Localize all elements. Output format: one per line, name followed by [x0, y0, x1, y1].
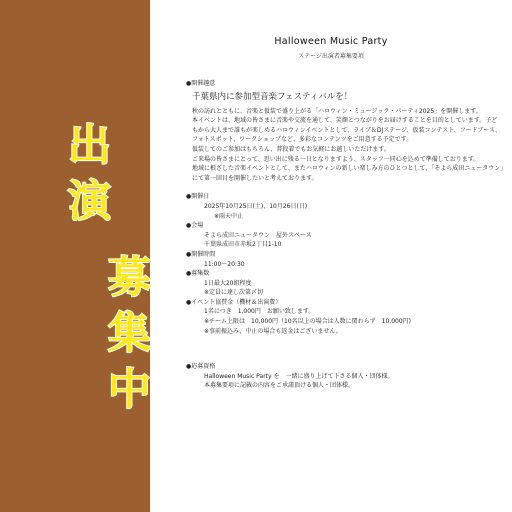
section-heading-recruit: ●募集数 [186, 270, 210, 278]
paragraph-line: 本イベントは、地域の皆さまに音楽や交流を通して、笑顔とつながりをお届けすることを目的としています。子ど [192, 117, 498, 125]
section-heading-date: ●開催日 [186, 193, 210, 201]
page-subtitle: ステージ出演者募集要項 [298, 53, 364, 60]
paragraph-line: もから大人まで誰もが楽しめるハロウィンイベントとして、ライブ＆DJステージ、仮装コンテスト、フードブース、 [192, 126, 502, 134]
paragraph-line: ご来場の皆さまにとって、思い出に残る一日となりますよう、スタッフ一同心を込めて準備しております。 [192, 155, 480, 163]
fee-amount: 1名につき 1,000円 お願い致します。 [204, 308, 315, 316]
banner-char: 集 [108, 309, 151, 359]
banner-column-2 [108, 250, 151, 418]
recruit-note: ※定員に達し次第〆切 [204, 289, 264, 297]
fee-note-refund: ※事前振込み、中止の場合も返金はございません。 [204, 327, 342, 335]
section-heading-purpose: ●開催趣意 [186, 80, 216, 87]
section-heading-time: ●開催時間 [186, 250, 216, 258]
event-time: 11:00～20:30 [204, 260, 245, 268]
venue-address: 千葉県成田市赤坂2丁目1-10 [204, 241, 282, 249]
purpose-paragraph [156, 107, 506, 184]
side-banner [0, 0, 150, 512]
banner-char: 中 [108, 365, 151, 415]
section-heading-qualification: ●応募資格 [186, 363, 216, 371]
event-date: 2025年10月25日(土)、10月26日(日) [204, 202, 308, 210]
qualification-line: 本募集要項に記載の内容をご承諾頂ける個人・団体様。 [204, 382, 355, 390]
qualification-line: Halloween Music Party を 一緒に盛り上げて下さる個人・団体様。 [204, 372, 394, 380]
paragraph-line: 仮装してのご参加はもちろん、普段着でもお気軽にお越しいただけます。 [192, 145, 390, 153]
banner-column-1 [68, 118, 111, 230]
section-heading-venue: ●会場 [186, 222, 204, 230]
paragraph-line: 地域に根ざした音楽イベントとして、またハロウィンの新しい楽しみ方のひとつとして、「そよら成田ニュータウン」 [192, 165, 507, 173]
banner-char: 募 [108, 253, 151, 303]
paragraph-line: にて第一回目を開催したいと考えております。 [192, 174, 318, 182]
banner-char: 演 [68, 177, 111, 227]
venue-name: そよら成田ニュータウン 屋外スペース [204, 231, 312, 239]
recruit-count: 1日最大20組程度 [204, 279, 252, 287]
catchphrase: 千葉県内に参加型音楽フェスティバルを！ [192, 91, 353, 102]
page-title: Halloween Music Party [274, 36, 388, 47]
document-body [156, 30, 506, 391]
section-heading-fee: ●イベント協賛金（機材＆出演費） [186, 298, 282, 306]
paragraph-line: 秋の訪れとともに、音楽と仮装で盛り上がる「ハロウィン・ミュージック・パーティ2025」を開催します。 [192, 107, 482, 115]
fee-note-cap: ※チーム上限は 10,000円（10名以上の場合は人数に関わらず 10,000円) [204, 318, 411, 326]
paragraph-line: フォトスポット、ワークショップなど、多彩なコンテンツをご用意する予定です。 [192, 136, 413, 144]
banner-char: 出 [68, 121, 111, 171]
rain-note: ※雨天中止 [214, 212, 244, 220]
